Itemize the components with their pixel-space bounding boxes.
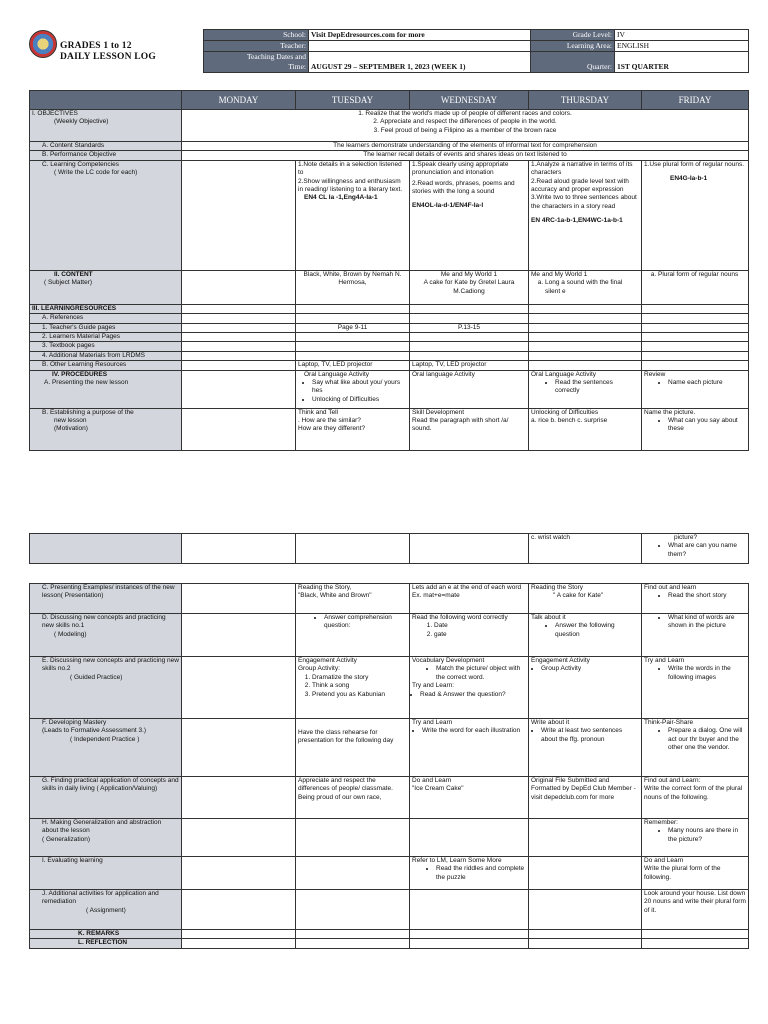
header-info-table [203,29,749,73]
quarter-value: 1ST QUARTER [615,52,749,73]
procedure-f-label-2: (Leads to Formative Assessment 3.) [42,727,147,735]
procedure-f-tuesday: Have the class rehearse for presentation for the following day [296,719,410,777]
table-row [30,657,749,719]
procedure-e-friday [642,657,749,719]
title-line-grades: GRADES 1 to 12 [60,41,132,51]
objectives-sublabel: (Weekly Objective) [54,118,109,126]
teachers-guide-label: 1. Teacher's Guide pages [30,323,182,332]
procedure-b-tuesday-2: . How are the similar? [298,417,361,425]
procedure-c-thursday-2: " A cake for Kate" [553,592,604,600]
table-row [30,304,749,313]
procedure-g-thursday: Original File Submitted and Formatted by DepEd Club Member - visit depedclub.com for more [529,777,642,819]
procedure-d-label-2: ( Modeling) [54,630,87,638]
procedure-e-label [30,657,182,719]
procedure-i-label: I. Evaluating learning [30,857,182,890]
procedure-d-tuesday-1: • Answer comprehension question: [324,614,407,631]
lc-thursday-1: 1.Analyze a narrative in terms of its characters [531,160,633,177]
procedure-c-thursday-1: Reading the Story [531,584,584,591]
procedure-b-friday-1: Name the picture. [644,408,696,416]
table-row [30,408,749,450]
lc-tuesday [296,160,410,270]
procedure-b-friday-2: • What can you say about these [668,417,746,434]
procedure-j-label-2: ( Assignment) [86,906,126,914]
procedure-j-label [30,890,182,930]
dates-label [204,52,309,73]
procedure-f-label-3: ( Independent Practice ) [70,735,140,743]
lesson-table-part3 [29,583,749,949]
objective-1: 1. Realize that the world's made up of people of different races and colors. [358,110,572,117]
learners-material-label: 2. Learners Material Pages [30,333,182,342]
procedure-e-friday-2: • Write the words in the following images [668,665,746,682]
procedure-f-thursday-1: Write about it [531,719,570,726]
lesson-table-part2 [29,533,749,564]
table-row [30,857,749,890]
lc-thursday-2: 2.Read aloud grade level text with accuracy and proper expression [531,177,629,194]
procedure-d-thursday-1: Talk about it [531,614,566,621]
procedure-a-wednesday: Oral language Activity [410,370,529,408]
content-standards-value: The learners demonstrate understanding of the elements of informal text for comprehension [182,142,749,151]
dates-label-line2: Time: [288,62,306,71]
procedure-e-wednesday [410,657,529,719]
procedure-a-friday [642,370,749,408]
content-monday [182,270,296,304]
procedure-j-label-1: J. Additional activities for application and remediation [42,890,159,906]
day-header-monday: MONDAY [182,91,296,110]
objectives-cell [182,110,749,142]
teachers-guide-wednesday: P.13-15 [410,323,529,332]
procedure-j-friday: Look around your house. List down 20 nouns and write their plural form of it. [642,890,749,930]
day-header-tuesday: TUESDAY [296,91,410,110]
teacher-value [309,41,531,52]
school-value: Visit DepEdresources.com for more [309,30,531,41]
procedure-b-thursday-1: Unlocking of Difficulties [531,408,599,416]
learning-area-label: Learning Area: [531,41,615,52]
deped-seal-logo [29,30,57,58]
procedure-b-label-2: new lesson [54,417,87,425]
procedure-h-friday-2: • Many nouns are there in the picture? [668,827,746,844]
procedure-f-wednesday [410,719,529,777]
procedure-a-label: A. Presenting the new lesson [44,379,129,387]
procedure-a-tuesday [296,370,410,408]
procedure-f-friday-2: • Prepare a dialog. One will act our thr buyer and the other one the vendor. [668,727,746,752]
procedure-e-tuesday-1: Engagement Activity [298,657,357,664]
procedure-e-friday-1: Try and Learn [644,657,685,664]
lc-friday-code: EN4G-Ia-b-1 [670,175,708,183]
procedure-e-tuesday-2: Group Activity: [298,665,340,673]
procedure-f-label [30,719,182,777]
content-sublabel: ( Subject Matter) [44,279,93,287]
table-row [30,890,749,930]
procedure-e-wednesday-3: Try and Learn: [412,682,455,690]
table-row [30,939,749,948]
procedure-a-thursday-1: Oral Language Activity [531,370,597,378]
day-header-wednesday: WEDNESDAY [410,91,529,110]
procedure-c-wednesday: Lets add an e at the end of each word Ex. mat+e=mate [410,584,529,614]
procedure-d-thursday [529,614,642,657]
learning-competencies-label-cell [30,160,182,270]
reflection-label: L. REFLECTION [30,939,182,948]
procedures-label: IV. PROCEDURES [52,370,108,378]
title-line-dll: DAILY LESSON LOG [60,52,156,62]
teacher-label: Teacher: [204,41,309,52]
procedure-c-friday-2: • Read the short story [668,592,746,600]
lc-thursday [529,160,642,270]
references-label: A. References [30,314,182,323]
content-thursday [529,270,642,304]
lc-wednesday [410,160,529,270]
table-row [30,351,749,360]
procedure-e-wednesday-2: • Match the picture/ object with the correct word. [436,665,526,682]
continuation-friday-1: picture? [674,534,698,541]
table-row [30,819,749,857]
content-friday [642,270,749,304]
table-row [30,361,749,370]
procedure-b-label-3: (Motivation) [54,425,88,433]
procedure-f-friday [642,719,749,777]
procedure-b-label-1: B. Establishing a purpose of the [42,408,134,416]
procedure-f-friday-1: Think-Pair-Share [644,719,694,726]
remarks-label: K. REMARKS [30,930,182,939]
procedure-b-wednesday [410,408,529,450]
procedure-b-wednesday-2: Read the paragraph with short /a/ sound. [412,417,509,433]
procedure-h-friday-1: Remember: [644,819,678,826]
lc-wednesday-2: 2.Read words, phrases, poems and stories with the long a sound [412,179,515,196]
table-row [30,151,749,160]
procedure-f-label-1: F. Developing Mastery [42,719,107,726]
day-header-friday: FRIDAY [642,91,749,110]
procedure-a-friday-2: • Name each picture [668,379,746,387]
procedure-g-tuesday: Appreciate and respect the differences of people/ classmate. Being proud of our own race, [296,777,410,819]
continuation-friday-2: • What are can you name them? [668,542,746,559]
procedure-d-wednesday [410,614,529,657]
objectives-label: I. OBJECTIVES [32,110,78,117]
procedure-e-label-1: E. Discussing new concepts and practicing new skills no.2 [42,657,179,673]
table-row [30,534,749,564]
procedure-d-label [30,614,182,657]
procedure-i-wednesday-1: Refer to LM, Learn Some More [412,857,502,864]
procedure-g-label: G. Finding practical application of concepts and skills in daily living ( Application/Valuing) [30,777,182,819]
lc-friday [642,160,749,270]
procedure-f-wednesday-2: • Write the word for each illustration [422,727,526,735]
performance-objective-value: The learner recall details of events and shares ideas on text listened to [182,151,749,160]
procedure-b-friday [642,408,749,450]
procedure-g-friday: Find out and Learn: Write the correct form of the plural nouns of the following. [642,777,749,819]
grade-level-label: Grade Level: [531,30,615,41]
procedure-d-wednesday-3: 2. gate [434,631,526,639]
table-row [30,323,749,332]
grade-level-value: IV [615,30,749,41]
procedure-f-wednesday-1: Try and Learn [412,719,453,726]
table-row [30,370,749,408]
procedure-d-friday-1: • What kind of words are shown in the picture [668,614,746,631]
procedure-i-wednesday-2: • Read the riddles and complete the puzzle [436,865,526,882]
procedure-c-label: C. Presenting Examples/ instances of the new lesson( Presentation) [30,584,182,614]
school-label: School: [204,30,309,41]
learning-resources-label: III. LEARNINGRESOURCES [30,304,182,313]
procedure-b-tuesday-3: How are they different? [298,425,366,433]
lc-tuesday-1: 1.Note details in a selection listened to [298,160,402,177]
procedure-i-friday: Do and Learn Write the plural form of the following. [642,857,749,890]
performance-objective-label: B. Performance Objective [30,151,182,160]
procedure-e-tuesday-3: 1. Dramatize the story [312,674,407,682]
content-thursday-1: Me and My World 1 [531,270,588,278]
procedure-h-label [30,819,182,857]
procedure-h-label-1: H. Making Generalization and abstraction about the lesson [42,819,162,835]
procedure-b-tuesday-1: Think and Tell [298,408,338,416]
procedure-e-wednesday-1: Vocabulary Development [412,657,485,664]
lc-friday-1: 1.Use plural form of regular nouns. [644,160,745,168]
content-wednesday: Me and My World 1 A cake for Kate by Gretel Laura M.Cadiong [410,270,529,304]
textbook-pages-label: 3. Textbook pages [30,342,182,351]
procedure-h-friday [642,819,749,857]
procedure-c-friday-1: Find out and learn [644,584,697,591]
day-header-row [30,91,749,110]
continuation-thursday: c. wrist watch [529,534,642,564]
procedures-label-cell [30,370,182,408]
table-row [30,930,749,939]
lc-thursday-3: 3.Write two to three sentences about the characters in a story read [531,194,637,210]
continuation-friday [642,534,749,564]
objectives-label-cell [30,110,182,142]
procedure-b-wednesday-1: Skill Development [412,408,465,416]
procedure-e-tuesday-5: 3. Pretend you as Kabunian [312,691,407,699]
procedure-a-thursday [529,370,642,408]
quarter-label: Quarter: [531,52,615,73]
day-header-thursday: THURSDAY [529,91,642,110]
other-resources-label: B. Other Learning Resources [30,361,182,370]
content-friday-1: a. Plural form of regular nouns [658,271,746,279]
procedure-g-wednesday: Do and Learn "Ice Cream Cake" [410,777,529,819]
lc-tuesday-2: 2.Show willingness and enthusiasm in reading/ listening to a literary text. [298,177,403,194]
procedure-f-thursday [529,719,642,777]
procedure-c-thursday [529,584,642,614]
procedure-c-tuesday: Reading the Story, "Black, White and Brown" [296,584,410,614]
content-label-cell [30,270,182,304]
lc-monday [182,160,296,270]
content-label: II. CONTENT [54,270,93,278]
procedure-e-thursday-2: • Group Activity [541,665,639,673]
learning-competencies-label: C. Learning Competencies [42,160,119,168]
procedure-d-wednesday-2: 1. Date [434,622,526,630]
procedure-b-label [30,408,182,450]
other-resources-tuesday: Laptop, TV, LED projector [296,361,410,370]
table-row [30,110,749,142]
table-row [30,314,749,323]
procedure-d-wednesday-1: Read the following word correctly [412,614,508,621]
table-row [30,584,749,614]
procedure-e-wednesday-4: • Read & Answer the question? [420,691,526,699]
dates-label-line1: Teaching Dates and [246,52,306,61]
procedure-e-label-2: ( Guided Practice) [70,673,123,681]
day-header-blank [30,91,182,110]
objective-3: 3. Feel proud of being a Filipino as a member of the brown race [373,126,557,134]
table-row [30,333,749,342]
objective-2: 2. Appreciate and respect the differences of people in the world. [373,118,557,126]
teachers-guide-tuesday: Page 9-11 [296,323,410,332]
procedure-a-tuesday-2: • Say what like about you/ yours hes [312,379,407,396]
table-row [30,160,749,270]
table-row [30,614,749,657]
table-row [30,777,749,819]
document-title [60,41,156,63]
other-resources-wednesday: Laptop, TV, LED projector [410,361,529,370]
table-row [30,719,749,777]
lc-wednesday-1: 1.Speak clearly using appropriate pronunciation and intonation [412,160,509,177]
learning-area-value: ENGLISH [615,41,749,52]
procedure-b-tuesday [296,408,410,450]
procedure-i-wednesday [410,857,529,890]
procedure-e-thursday [529,657,642,719]
table-row [30,142,749,151]
procedure-a-thursday-2: • Read the sentences correctly [555,379,639,396]
content-standards-label: A. Content Standards [30,142,182,151]
lc-thursday-code: EN 4RC-1a-b-1,EN4WC-1a-b-1 [531,217,623,225]
procedure-e-tuesday [296,657,410,719]
procedure-b-thursday-2: a. rice b. bench c. surprise [531,417,608,425]
procedure-d-thursday-2: • Answer the following question [555,622,639,639]
procedure-a-tuesday-1: Oral Language Activity [304,370,370,378]
procedure-f-thursday-2: • Write at least two sentences about the ffg. pronoun [541,727,639,744]
table-row [30,342,749,351]
lc-wednesday-code: EN4OL-Ia-d-1/EN4F-Ia-I [412,202,484,210]
procedure-a-tuesday-3: • Unlocking of Difficulties [312,396,407,404]
procedure-b-thursday [529,408,642,450]
additional-materials-label: 4. Additional Materials from LRDMS [30,351,182,360]
table-row [30,270,749,304]
lesson-table-part1 [29,90,749,451]
procedure-d-friday [642,614,749,657]
procedure-e-tuesday-4: 2. Think a song [312,682,407,690]
learning-competencies-sublabel: ( Write the LC code for each) [54,169,138,177]
procedure-c-friday [642,584,749,614]
dates-value: AUGUST 29 – SEPTEMBER 1, 2023 (WEEK 1) [309,52,531,73]
lc-tuesday-code: EN4 CL Ia -1,Eng4A-Ia-1 [304,194,378,202]
procedure-d-tuesday [296,614,410,657]
procedure-d-label-1: D. Discussing new concepts and practicing new skills no.1 [42,614,166,630]
procedure-h-label-2: ( Generalization) [42,835,91,843]
content-thursday-2: a. Long a sound with the final silent e [545,279,639,296]
procedure-a-friday-1: Review [644,370,666,378]
content-tuesday: Black, White, Brown by Nemah N. Hermosa, [296,270,410,304]
procedure-e-thursday-1: Engagement Activity [531,657,590,664]
